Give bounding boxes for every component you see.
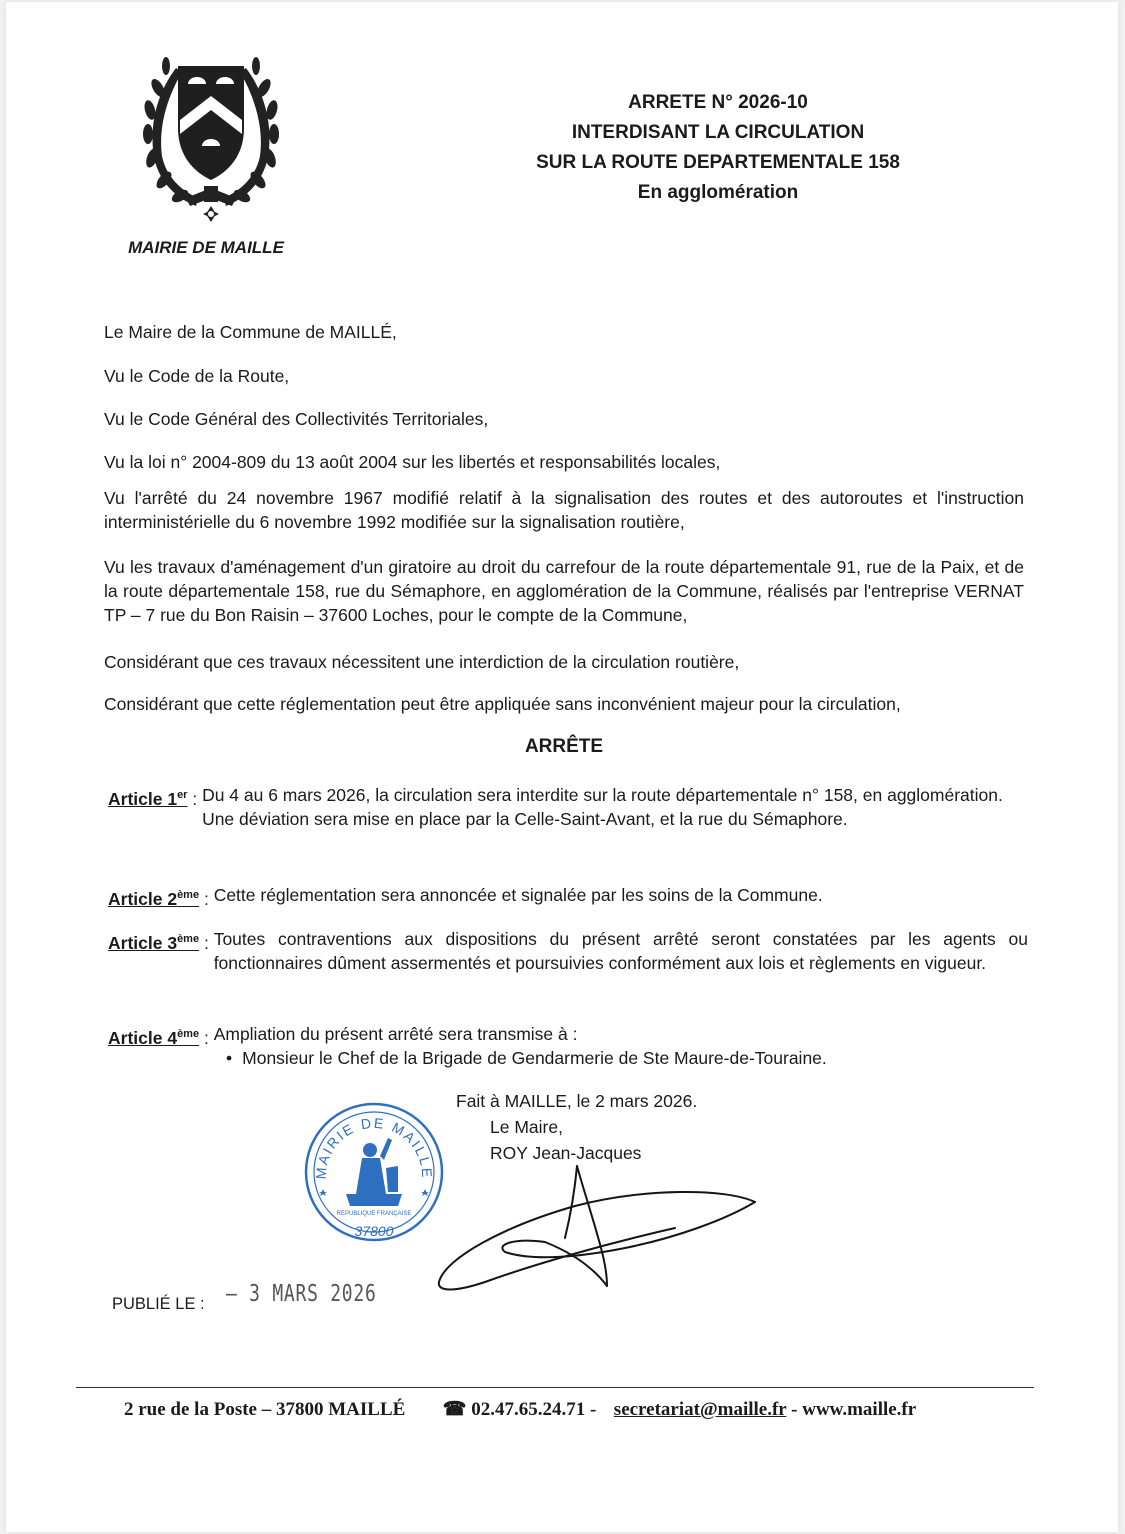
- article-1-label: [108, 789, 187, 809]
- signature-role: Le Maire,: [490, 1117, 563, 1137]
- preamble-travaux: Vu les travaux d'aménagement d'un giratoire au droit du carrefour de la route départementale 91, rue de la Paix, et de la route départementale 158, rue du Sémaphore, en agglomération de la Commune, réalisés par l'entreprise VERNAT TP – 7 rue du Bon Raisin – 37600 Loches, pour le compte de la Commune,: [104, 557, 1024, 625]
- article-2: [108, 883, 1028, 911]
- preamble-mayor: Le Maire de la Commune de MAILLÉ,: [104, 322, 397, 342]
- article-1-label-text: Article 1: [108, 788, 178, 809]
- article-2-text: Cette réglementation sera annoncée et signalée par les soins de la Commune.: [213, 885, 823, 905]
- decree-title: [500, 88, 936, 208]
- article-2-label-text: Article 2: [108, 888, 178, 909]
- footer-separator: -: [791, 1399, 798, 1420]
- preamble-arrete-1967: Vu l'arrêté du 24 novembre 1967 modifié relatif à la signalisation des routes et des autoroutes et l'instruction interministérielle du 6 novembre 1992 modifiée sur la signalisation routière,: [104, 488, 1024, 532]
- decree-title-line-3: SUR LA ROUTE DEPARTEMENTALE 158: [536, 152, 900, 173]
- decree-title-line-2: INTERDISANT LA CIRCULATION: [571, 122, 865, 143]
- footer-address: 2 rue de la Poste – 37800 MAILLÉ: [124, 1399, 406, 1420]
- article-1: [108, 783, 1028, 831]
- mayor-signature: [425, 1158, 770, 1298]
- article-3-label-text: Article 3: [108, 932, 178, 953]
- decree-number: ARRETE N° 2026-10: [628, 92, 808, 113]
- seal-band: REPUBLIQUE FRANÇAISE: [336, 1211, 412, 1217]
- article-1-label-wrap: Article 1er :: [108, 788, 203, 809]
- article-4-label-text: Article 4: [108, 1027, 178, 1048]
- footer-phone: 02.47.65.24.71 -: [471, 1399, 597, 1420]
- article-4-sup: ème: [177, 1028, 200, 1040]
- footer-divider: [76, 1387, 1034, 1388]
- footer-website-link[interactable]: www.maille.fr: [802, 1399, 917, 1420]
- footer-contact: [124, 1398, 1024, 1421]
- article-4-label-wrap: Article 4ème :: [108, 1027, 214, 1048]
- article-3: [108, 927, 1028, 975]
- preamble-considerant-1: Considérant que ces travaux nécessitent une interdiction de la circulation routière,: [104, 652, 740, 672]
- article-3-label: [108, 933, 199, 953]
- signature-place-date: Fait à MAILLE, le 2 mars 2026.: [456, 1091, 698, 1111]
- article-3-label-wrap: Article 3ème :: [108, 932, 214, 953]
- mairie-label: MAIRIE DE MAILLE: [128, 238, 284, 257]
- decision-heading: ARRÊTE: [524, 736, 604, 757]
- article-2-label: [108, 889, 199, 909]
- preamble-loi: Vu la loi n° 2004-809 du 13 août 2004 sur les libertés et responsabilités locales,: [104, 452, 721, 472]
- article-4-text: Ampliation du présent arrêté sera transmise à :: [213, 1024, 578, 1044]
- signature-name: ROY Jean-Jacques: [490, 1143, 642, 1163]
- preamble-considerant-2: Considérant que cette réglementation peut être appliquée sans inconvénient majeur pour la circulation,: [104, 694, 901, 714]
- article-1-text: Du 4 au 6 mars 2026, la circulation sera interdite sur la route départementale n° 158, en agglomération.: [202, 785, 1003, 805]
- preamble-code-route: Vu le Code de la Route,: [104, 366, 290, 386]
- article-1-sup: er: [177, 789, 188, 801]
- phone-icon: ☎: [442, 1399, 467, 1420]
- article-4-label: [108, 1028, 199, 1048]
- article-1-deviation: Une déviation sera mise en place par la Celle-Saint-Avant, et la rue du Sémaphore.: [202, 809, 848, 829]
- coat-of-arms-logo: [136, 48, 286, 233]
- publication-label: PUBLIÉ LE :: [112, 1295, 205, 1313]
- seal-text-bottom: 37800: [354, 1223, 394, 1239]
- footer-email-link[interactable]: secretariat@maille.fr: [613, 1399, 787, 1420]
- article-2-label-wrap: Article 2ème :: [108, 888, 214, 909]
- publication-date-stamp: – 3 MARS 2026: [226, 1281, 377, 1307]
- article-2-sup: ème: [177, 889, 200, 901]
- preamble-cgct: Vu le Code Général des Collectivités Territoriales,: [104, 409, 489, 429]
- article-3-text: Toutes contraventions aux dispositions du présent arrêté seront constatées par les agents ou fonctionnaires dûment assermentés et poursuivies conformément aux lois et règlements en vigueur.: [213, 929, 1028, 973]
- decree-title-line-4: En agglomération: [637, 182, 799, 203]
- article-4-recipient: • Monsieur le Chef de la Brigade de Gendarmerie de Ste Maure-de-Touraine.: [226, 1046, 926, 1070]
- article-3-sup: ème: [177, 933, 200, 945]
- seal-text-top: MAIRIE DE MAILLE: [312, 1114, 436, 1180]
- article-1-body: [202, 783, 1028, 831]
